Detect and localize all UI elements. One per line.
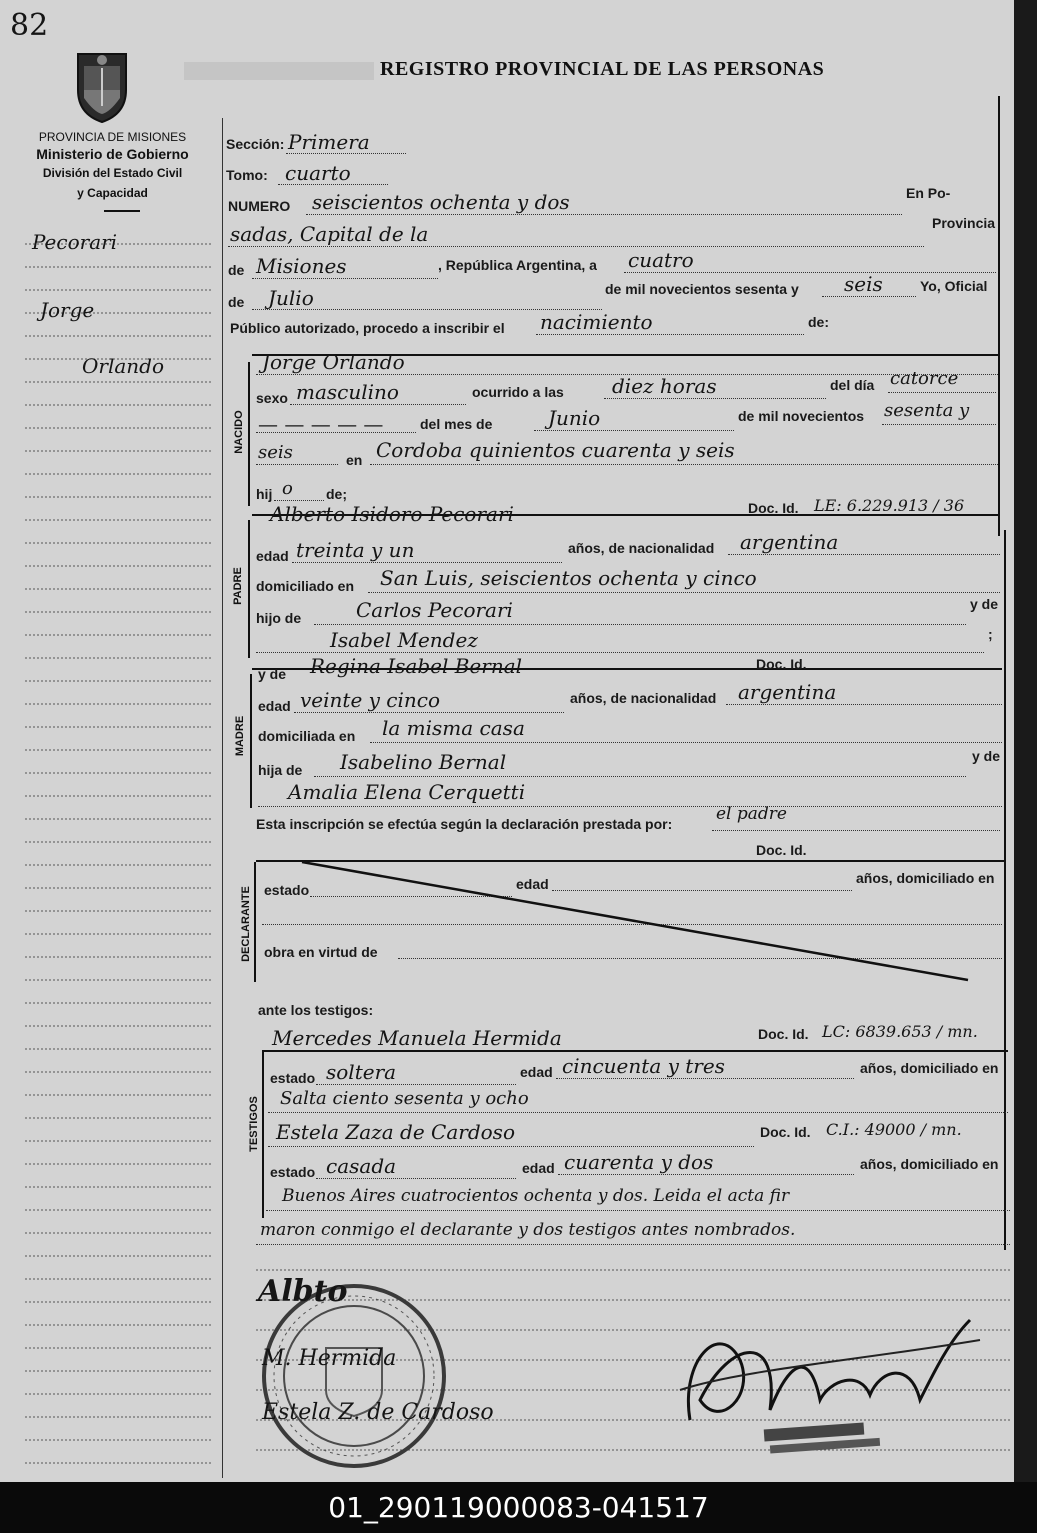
margin-ruled-lines	[25, 230, 215, 1470]
padre-bracket	[248, 520, 250, 658]
mother-hija-label: hija de	[258, 762, 303, 778]
birth-year-line	[882, 424, 996, 425]
witness1-address-value: Salta ciento sesenta y ocho	[280, 1088, 529, 1109]
father-address-value: San Luis, seiscientos ochenta y cinco	[380, 566, 757, 590]
ministry-heading: Ministerio de Gobierno	[36, 146, 189, 162]
act-value: nacimiento	[540, 310, 653, 334]
witness1-age-value: cincuenta y tres	[562, 1054, 725, 1078]
father-age-value: treinta y un	[296, 538, 415, 562]
hour-value: diez horas	[612, 374, 717, 398]
declarante-bracket	[254, 862, 256, 982]
birth-month-line	[534, 430, 734, 431]
father-nac-label: años, de nacionalidad	[568, 540, 715, 556]
declarant-value: el padre	[716, 804, 787, 824]
province-value: Misiones	[256, 254, 347, 278]
mother-doc-label: Doc. Id.	[756, 656, 807, 672]
witness2-estado-label: estado	[270, 1164, 316, 1180]
obra-label: obra en virtud de	[264, 944, 378, 960]
city-line	[228, 246, 924, 247]
declarante-edad-label: edad	[516, 876, 549, 892]
mother-age-value: veinte y cinco	[300, 688, 441, 712]
witness1-estado-label: estado	[270, 1070, 316, 1086]
margin-middle-name: Orlando	[82, 354, 165, 378]
witness2-anos-label: años, domiciliado en	[860, 1156, 999, 1172]
year-line	[822, 296, 916, 297]
month-value: Julio	[268, 286, 314, 310]
provincia-label: Provincia	[932, 215, 996, 231]
testigos-side-label: TESTIGOS	[248, 1096, 260, 1152]
declarante-side-label: DECLARANTE	[240, 886, 252, 962]
witness2-address-value: Buenos Aires cuatrocientos ochenta y dos. Leida el acta fir	[282, 1186, 790, 1206]
declarante-doc-label: Doc. Id.	[756, 842, 807, 858]
sex-value: masculino	[296, 380, 399, 404]
nacido-side-label: NACIDO	[233, 410, 245, 454]
witness2-doc-value: C.I.: 49000 / mn.	[826, 1120, 962, 1139]
birth-year2-line	[256, 464, 338, 465]
witness1-name: Mercedes Manuela Hermida	[272, 1026, 562, 1050]
image-id-footer: 01_290119000083-041517	[328, 1491, 709, 1524]
birth-month-value: Junio	[548, 406, 601, 430]
father-semicolon: ;	[988, 626, 993, 642]
witness2-edad-label: edad	[522, 1160, 555, 1176]
declarant-line	[712, 830, 1000, 831]
officer-stamp-icon	[760, 1420, 890, 1460]
father-name: Alberto Isidoro Pecorari	[270, 502, 514, 526]
mother-mother-value: Amalia Elena Cerquetti	[288, 780, 526, 804]
father-edad-label: edad	[256, 548, 289, 564]
de-label-2: de	[228, 294, 245, 310]
hij-line	[274, 500, 324, 501]
father-address-line	[368, 592, 1000, 593]
child-name: Jorge Orlando	[262, 350, 405, 374]
witness1-doc-value: LC: 6839.653 / mn.	[822, 1022, 978, 1041]
padre-side-label: PADRE	[232, 567, 244, 605]
testigos-label: ante los testigos:	[258, 1002, 374, 1018]
declarante-anos-label: años, domiciliado en	[856, 870, 995, 886]
father-dom-label: domiciliado en	[256, 578, 355, 594]
margin-first-name: Jorge	[40, 298, 95, 322]
mother-y-de-label-2: y de	[972, 748, 1001, 764]
header-rule	[104, 210, 140, 212]
en-label: en	[346, 452, 363, 468]
witness2-age-line	[558, 1174, 854, 1175]
mother-address-line	[370, 742, 1002, 743]
mother-edad-label: edad	[258, 698, 291, 714]
mother-father-line	[314, 776, 966, 777]
mother-y-de-label: y de	[258, 666, 287, 682]
division-heading: División del Estado Civil	[42, 166, 183, 180]
witness1-edad-label: edad	[520, 1064, 553, 1080]
blank-line	[256, 432, 416, 433]
birth-place-value: Cordoba quinientos cuarenta y seis	[376, 438, 735, 462]
witness2-state-line	[316, 1178, 516, 1179]
day-value: cuatro	[628, 248, 694, 272]
del-mes-label: del mes de	[420, 416, 493, 432]
nacido-bracket	[248, 362, 250, 506]
scan-edge	[1014, 0, 1037, 1482]
right-border-upper	[998, 96, 1000, 536]
testigos-top-rule	[262, 1050, 1008, 1052]
de-semicolon-label: de;	[326, 486, 347, 502]
father-doc-value: LE: 6.229.913 / 36	[814, 496, 965, 515]
witness2-name-line	[268, 1146, 754, 1147]
birth-year-value-2: seis	[258, 442, 293, 463]
page-number: 82	[10, 8, 49, 43]
witness2-state-value: casada	[326, 1154, 397, 1178]
mother-mother-line	[258, 806, 1002, 807]
closing-line	[256, 1244, 1010, 1245]
province-heading: PROVINCIA DE MISIONES	[38, 130, 187, 144]
signature-witness2: Estela Z. de Cardoso	[262, 1400, 494, 1425]
ocurrido-label: ocurrido a las	[472, 384, 564, 400]
sexo-label: sexo	[256, 390, 288, 406]
republica-label: , República Argentina, a	[438, 257, 597, 273]
madre-side-label: MADRE	[234, 715, 246, 757]
numero-label: NUMERO	[228, 198, 291, 214]
yo-oficial-label: Yo, Oficial	[920, 278, 988, 294]
document-title: REGISTRO PROVINCIAL DE LAS PERSONAS	[380, 58, 825, 80]
witness2-age-value: cuarenta y dos	[564, 1150, 714, 1174]
birth-day-value: catorce	[890, 368, 959, 389]
mother-dom-label: domiciliada en	[258, 728, 356, 744]
mother-nac-label: años, de nacionalidad	[570, 690, 717, 706]
year-value: seis	[844, 272, 883, 296]
act-line	[536, 334, 804, 335]
witness1-anos-label: años, domiciliado en	[860, 1060, 999, 1076]
hij-suffix: o	[282, 478, 293, 499]
mother-age-line	[294, 712, 564, 713]
father-hijo-label: hijo de	[256, 610, 302, 626]
margin-surname: Pecorari	[32, 230, 118, 254]
father-nat-line	[728, 554, 1000, 555]
witness1-address-line	[268, 1112, 1008, 1113]
mother-nat-line	[726, 704, 1002, 705]
declarante-estado-label: estado	[264, 882, 310, 898]
hour-line	[604, 398, 826, 399]
blank-dashes: — — — — —	[258, 412, 384, 436]
father-mother-value: Isabel Mendez	[330, 628, 478, 652]
mother-name: Regina Isabel Bernal	[310, 654, 523, 678]
father-father-value: Carlos Pecorari	[356, 598, 513, 622]
de-colon-label: de:	[808, 314, 829, 330]
tomo-label: Tomo:	[226, 167, 268, 183]
mother-father-value: Isabelino Bernal	[340, 750, 507, 774]
province-coat-of-arms-icon	[70, 46, 134, 126]
closing-text: maron conmigo el declarante y dos testigos antes nombrados.	[260, 1220, 796, 1240]
publico-label: Público autorizado, procedo a inscribir el	[230, 320, 505, 336]
capacity-heading: y Capacidad	[77, 186, 148, 200]
sexo-line	[290, 404, 466, 405]
city-value: sadas, Capital de la	[230, 222, 429, 246]
faint-watermark	[184, 62, 374, 80]
hij-label: hij	[256, 486, 273, 502]
father-age-line	[292, 562, 562, 563]
tomo-value: cuarto	[285, 161, 351, 185]
province-line	[252, 278, 438, 279]
mil-novecientos-label-2: de mil novecientos	[738, 408, 865, 424]
father-y-de-label: y de	[970, 596, 999, 612]
father-nat-value: argentina	[740, 530, 839, 554]
signature-declarant: Albto	[258, 1274, 348, 1309]
witness1-age-line	[556, 1078, 854, 1079]
del-dia-label: del día	[830, 377, 875, 393]
en-po-label: En Po-	[906, 185, 951, 201]
day-line	[624, 272, 996, 273]
numero-value: seiscientos ochenta y dos	[312, 190, 570, 214]
signature-witness1: M. Hermida	[262, 1346, 397, 1371]
de-label-1: de	[228, 262, 245, 278]
witness1-state-value: soltera	[326, 1060, 397, 1084]
father-father-line	[314, 624, 966, 625]
madre-bracket	[250, 674, 252, 808]
declarante-crossout-line	[300, 858, 980, 988]
mother-nat-value: argentina	[738, 680, 837, 704]
mil-novecientos-label: de mil novecientos sesenta y	[605, 281, 799, 297]
witness1-doc-label: Doc. Id.	[758, 1026, 809, 1042]
witness2-address-line	[266, 1210, 1010, 1211]
testigos-bracket	[262, 1052, 264, 1218]
birth-day-line	[888, 392, 996, 393]
seccion-label: Sección:	[226, 136, 285, 152]
witness1-state-line	[316, 1084, 516, 1085]
birth-place-line	[370, 464, 998, 465]
father-mother-line	[256, 652, 984, 653]
father-doc-label: Doc. Id.	[748, 500, 799, 516]
witness2-name: Estela Zaza de Cardoso	[276, 1120, 515, 1144]
mother-address-value: la misma casa	[382, 716, 525, 740]
column-divider	[222, 118, 223, 1478]
seccion-value: Primera	[288, 130, 370, 154]
birth-year-value: sesenta y	[884, 400, 970, 421]
declaracion-label: Esta inscripción se efectúa según la declaración prestada por:	[256, 816, 673, 832]
witness2-doc-label: Doc. Id.	[760, 1124, 811, 1140]
numero-line	[306, 214, 902, 215]
right-border-lower	[1004, 530, 1006, 1250]
